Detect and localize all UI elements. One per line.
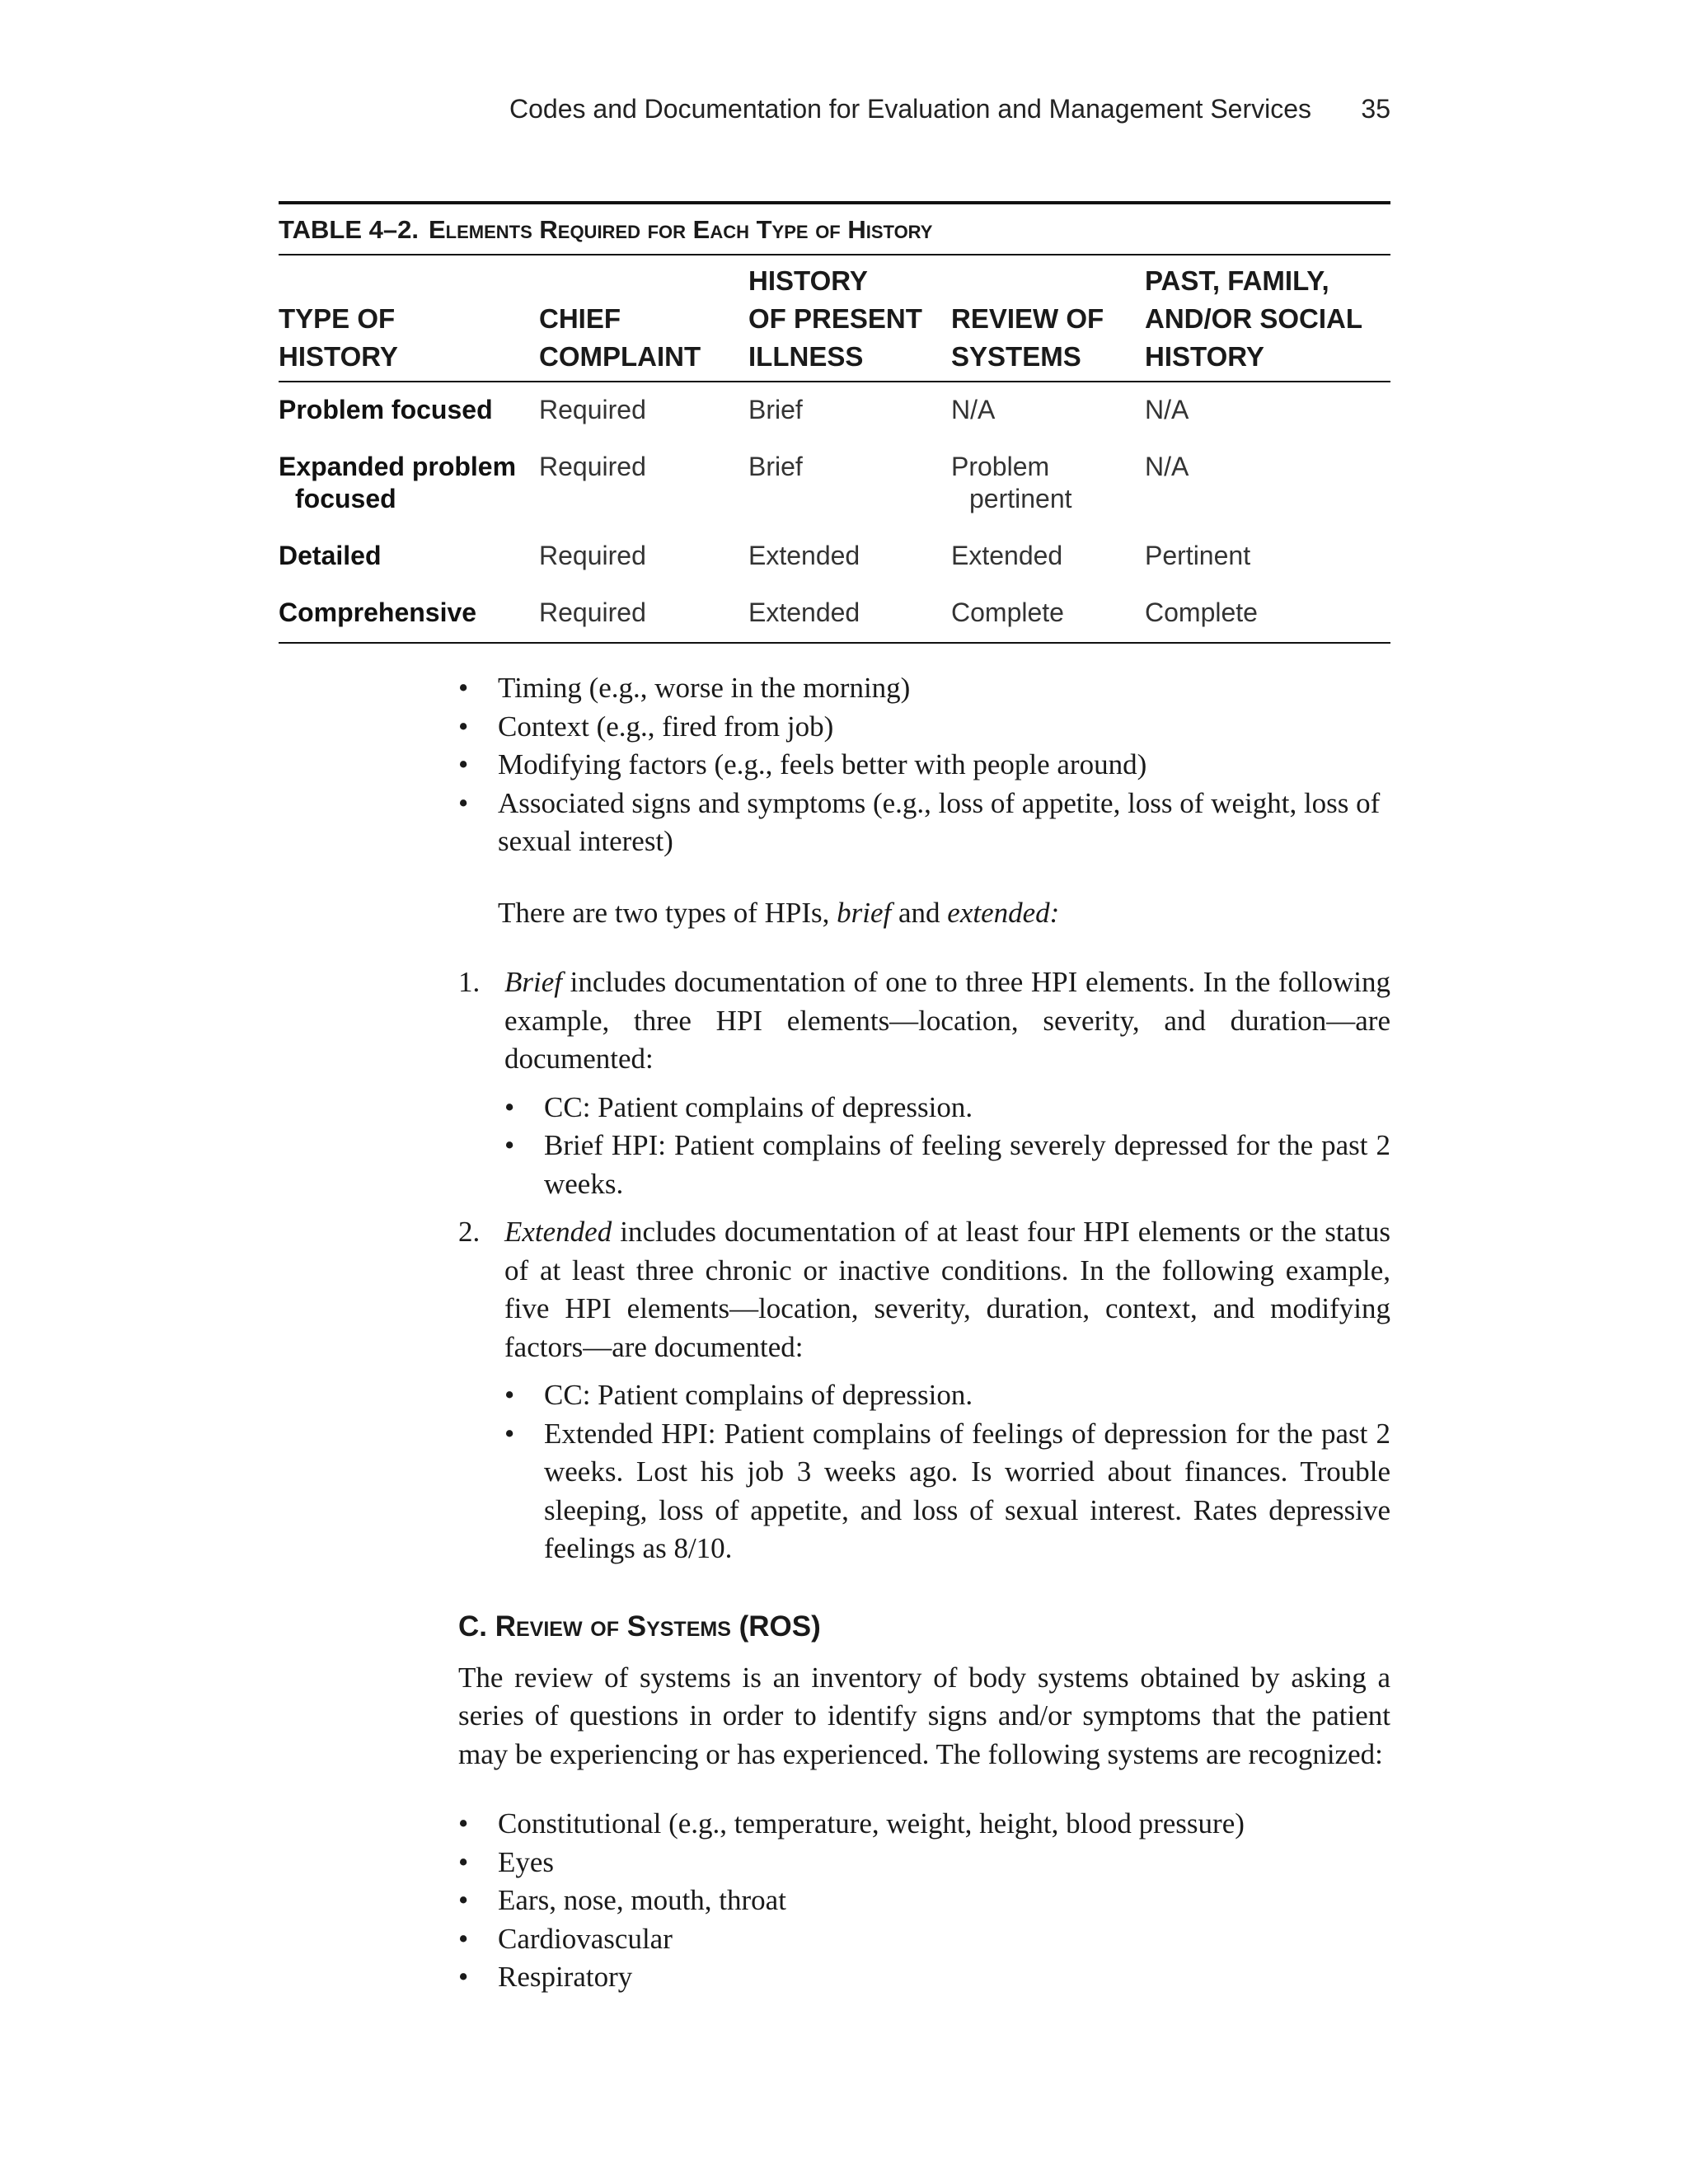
- list-item: • Context (e.g., fired from job): [458, 708, 1390, 747]
- list-item: • Respiratory: [458, 1958, 1390, 1997]
- table-cell-pfsh: Pertinent: [1145, 541, 1251, 570]
- table-cell-hpi: Extended: [748, 585, 951, 643]
- table-cell-cc: Required: [539, 395, 646, 424]
- hpi-elements-list: [458, 669, 1390, 861]
- table-row: [279, 585, 1390, 643]
- bullet-icon: •: [458, 1884, 469, 1916]
- bullet-icon: •: [458, 1845, 469, 1878]
- bullet-icon: •: [458, 1807, 469, 1840]
- list-item: • Associated signs and symptoms (e.g., loss of appetite, loss of weight, loss of sexual interest): [458, 785, 1390, 861]
- column-header-pfsh: PAST, FAMILY, AND/OR SOCIAL HISTORY: [1145, 255, 1390, 382]
- column-header-ros: REVIEW OF SYSTEMS: [951, 255, 1145, 382]
- table-caption: [279, 204, 1390, 254]
- item-text: Brief includes documentation of one to three HPI elements. In the following example, three HPI elements—location, severity, and duration—are documented:: [504, 966, 1390, 1075]
- list-item: • Constitutional (e.g., temperature, weight, height, blood pressure): [458, 1805, 1390, 1844]
- table-cell-hpi: Brief: [748, 452, 803, 481]
- table-cell-type: Problem focused: [279, 395, 493, 424]
- bullet-icon: •: [458, 1961, 469, 1993]
- table-title: Elements Required for Each Type of History: [428, 215, 933, 244]
- table-cell-pfsh: N/A: [1145, 395, 1189, 424]
- table-row: [279, 382, 1390, 439]
- table-cell-ros: N/A: [951, 395, 996, 424]
- bullet-icon: •: [504, 1417, 515, 1450]
- list-item: • Timing (e.g., worse in the morning): [458, 669, 1390, 708]
- bullet-icon: •: [504, 1129, 515, 1161]
- section-paragraph: The review of systems is an inventory of body systems obtained by asking a series of questions in order to identify signs and/or symptoms that the patient may be experiencing or has experienced. The following systems are recognized:: [458, 1661, 1390, 1770]
- item-number: 2.: [458, 1216, 481, 1248]
- list-item: • Brief HPI: Patient complains of feeling severely depressed for the past 2 weeks.: [504, 1127, 1390, 1203]
- extended-example-list: [504, 1376, 1390, 1568]
- column-header-chief-complaint: CHIEF COMPLAINT: [539, 255, 748, 382]
- bullet-icon: •: [458, 1922, 469, 1955]
- hpi-types-intro: There are two types of HPIs, brief and extended:: [498, 896, 1060, 929]
- table-cell-type: Comprehensive: [279, 585, 539, 643]
- table-cell-pfsh: Complete: [1145, 585, 1390, 643]
- history-elements-table: [279, 201, 1390, 644]
- bullet-icon: •: [458, 748, 469, 780]
- table-header-row: [279, 255, 1390, 382]
- list-item-extended: [458, 1213, 1390, 1568]
- list-item: • CC: Patient complains of depression.: [504, 1089, 1390, 1127]
- item-number: 1.: [458, 966, 481, 998]
- list-item: • Eyes: [458, 1844, 1390, 1882]
- list-item: • Modifying factors (e.g., feels better with people around): [458, 746, 1390, 785]
- table-cell-ros: Extended: [951, 541, 1063, 570]
- bullet-icon: •: [458, 672, 469, 704]
- table-cell-hpi: Extended: [748, 541, 860, 570]
- list-item: • Cardiovascular: [458, 1920, 1390, 1959]
- systems-list: [458, 1805, 1390, 1997]
- bullet-icon: •: [504, 1090, 515, 1123]
- bullet-icon: •: [504, 1379, 515, 1411]
- hpi-types-list: [458, 963, 1390, 1568]
- table-cell-ros: Complete: [951, 585, 1145, 643]
- table-cell-ros: Problem pertinent: [951, 452, 1072, 513]
- table-cell-cc: Required: [539, 541, 646, 570]
- section-heading: C. Review of Systems (ROS): [458, 1610, 821, 1643]
- table-cell-type: Expanded problem focused: [279, 452, 517, 513]
- list-item: • CC: Patient complains of depression.: [504, 1376, 1390, 1415]
- brief-example-list: [504, 1089, 1390, 1204]
- table-row: [279, 439, 1390, 528]
- table-cell-type: Detailed: [279, 541, 382, 570]
- table-cell-hpi: Brief: [748, 395, 803, 424]
- list-item: • Extended HPI: Patient complains of feelings of depression for the past 2 weeks. Lost his job 3 weeks ago. Is worried about finances. Trouble sleeping, loss of appetite, and loss of sexual interest. Rates depressive feelings as 8/10.: [504, 1415, 1390, 1568]
- table-cell-pfsh: N/A: [1145, 452, 1189, 481]
- history-table: [279, 255, 1390, 644]
- list-item: • Ears, nose, mouth, throat: [458, 1882, 1390, 1920]
- body-text: [458, 669, 1390, 1997]
- column-header-type-of-history: TYPE OF HISTORY: [279, 255, 539, 382]
- item-text: Extended includes documentation of at least four HPI elements or the status of at least three chronic or inactive conditions. In the following example, five HPI elements—location, severity, duration, context, and modifying factors—are documented:: [504, 1216, 1390, 1363]
- column-header-hpi: HISTORY OF PRESENT ILLNESS: [748, 255, 951, 382]
- table-cell-cc: Required: [539, 585, 748, 643]
- bullet-icon: •: [458, 710, 469, 743]
- running-header-title: Codes and Documentation for Evaluation and Management Services: [509, 94, 1312, 124]
- table-row: [279, 528, 1390, 585]
- list-item-brief: [458, 963, 1390, 1203]
- bullet-icon: •: [458, 786, 469, 819]
- table-cell-cc: Required: [539, 452, 646, 481]
- table-label: TABLE 4–2.: [279, 215, 419, 244]
- page-number: 35: [1361, 94, 1390, 124]
